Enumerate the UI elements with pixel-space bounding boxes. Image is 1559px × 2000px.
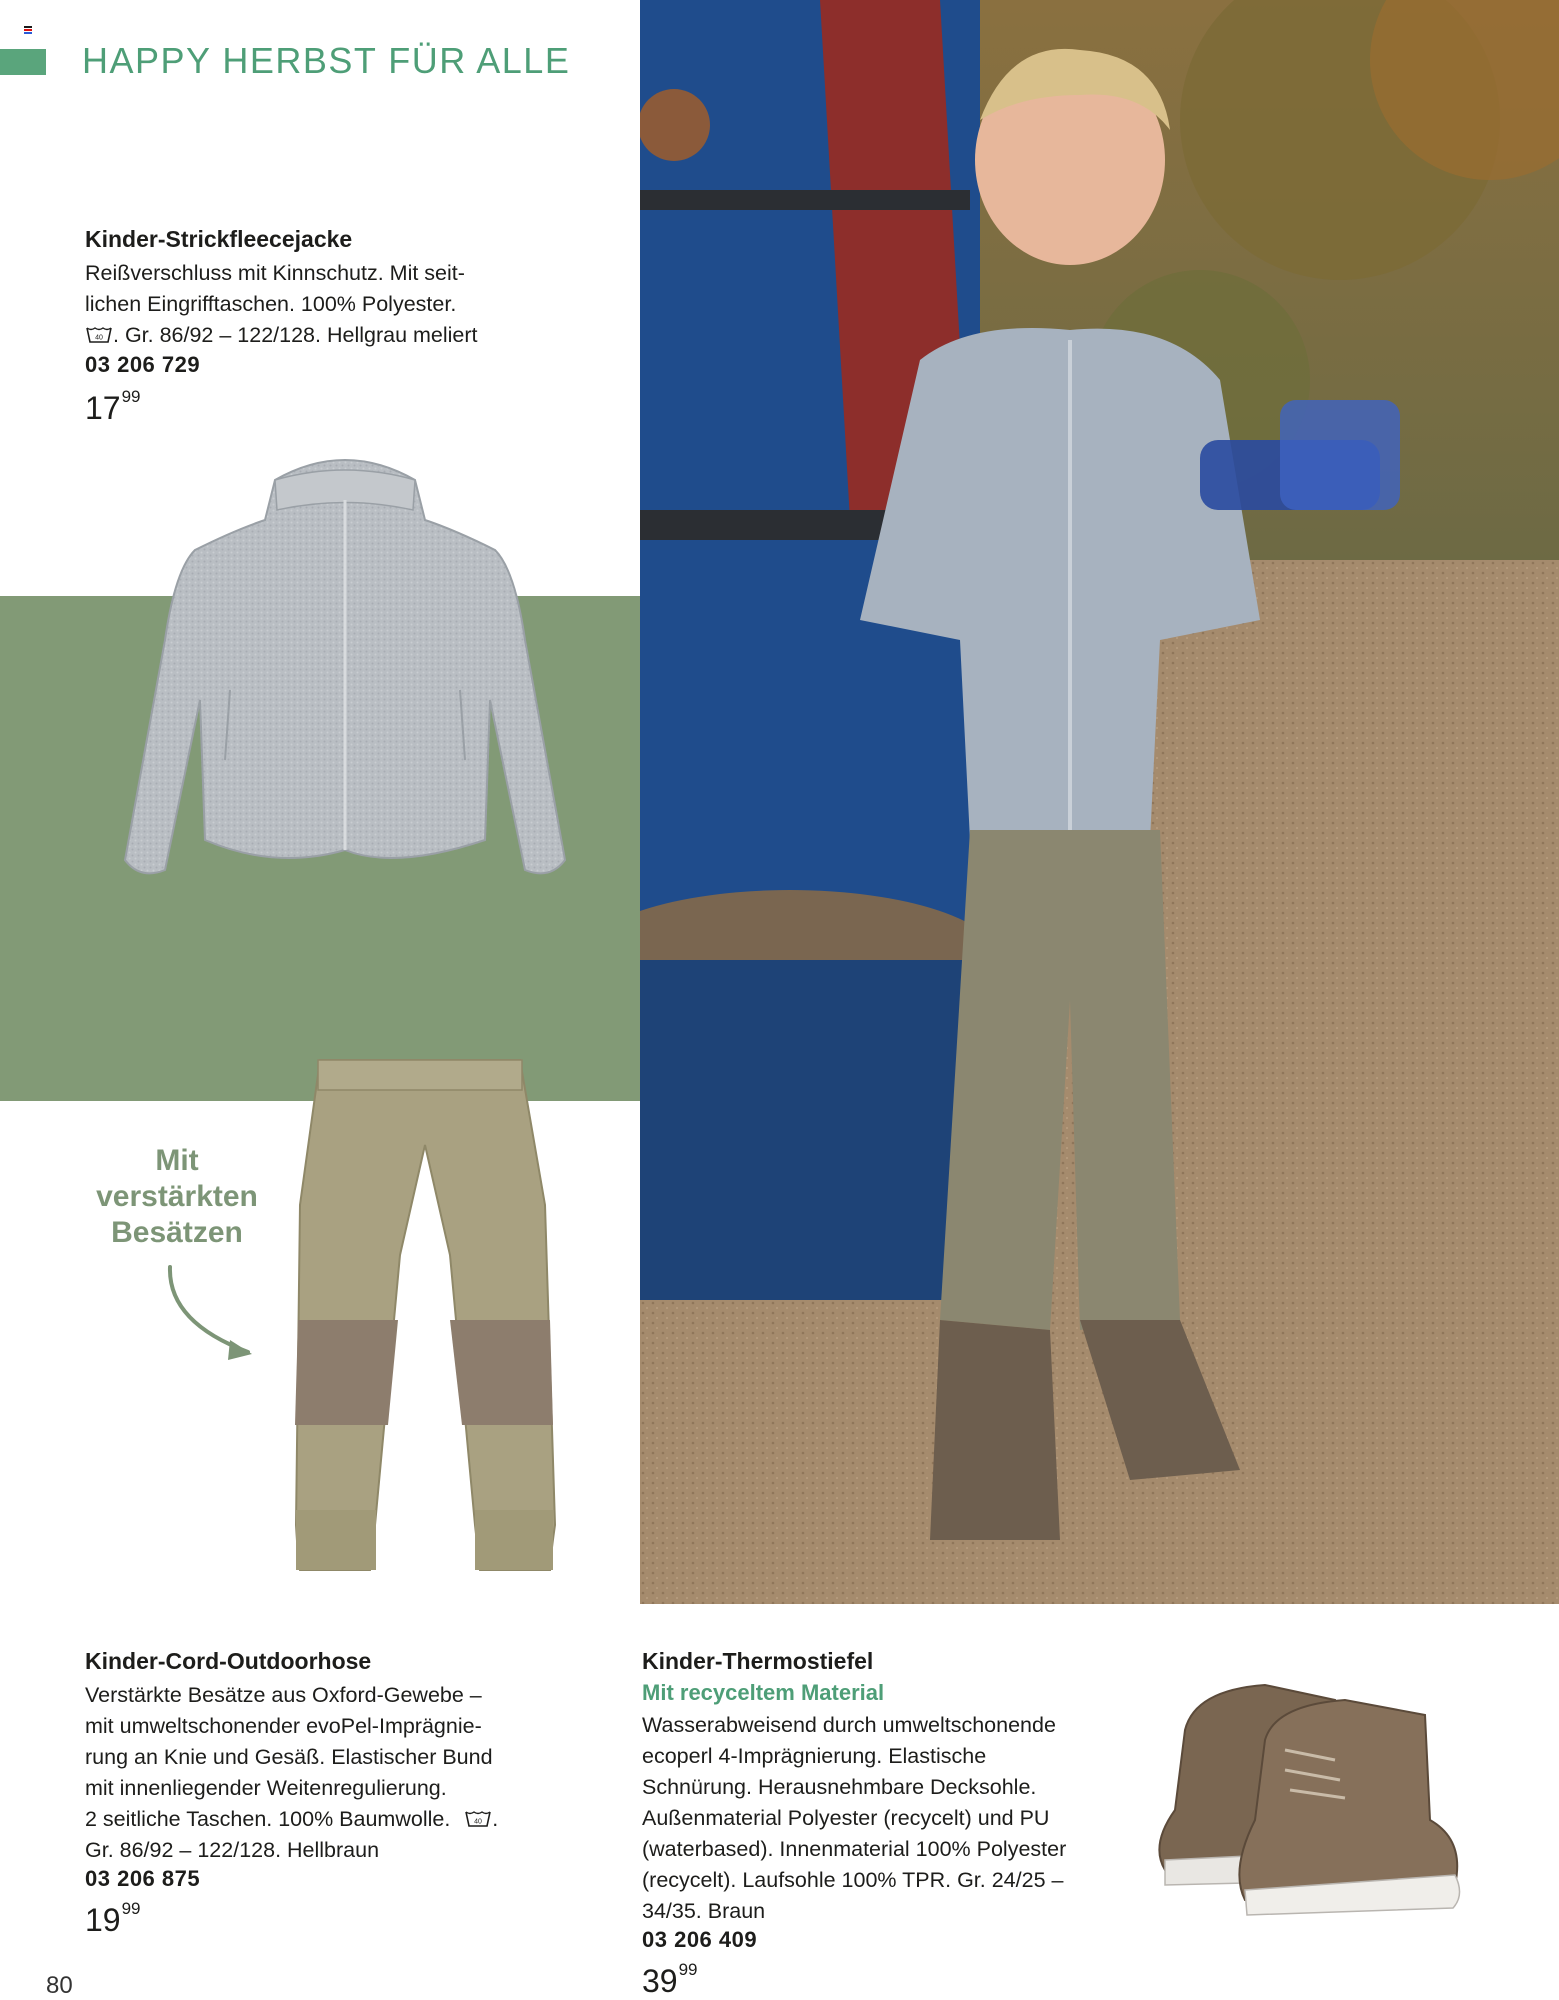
article-number: 03 206 729 xyxy=(85,352,201,377)
price: $17^{99}$ xyxy=(85,387,141,426)
feature-callout: Mit verstärkten Besätzen xyxy=(96,1144,258,1249)
article-number: 03 206 409 xyxy=(642,1927,758,1952)
sizes-line: . Gr. 86/92 – 122/128. Hellgrau meliert xyxy=(113,323,478,347)
lifestyle-photo xyxy=(640,0,1559,1604)
product-description xyxy=(85,258,478,351)
product-description: Verstärkte Besätze aus Oxford-Gewebe – mit umweltschonender evoPel-Imprägnie- rung an Knie und Gesäß. Elastischer Bund mit innenliegender Weitenregulierung. 2 seitliche Taschen. 100% Baumwolle. 40 . Gr. 86/92 – 122/128. Hellbraun xyxy=(85,1680,498,1866)
section-marker xyxy=(0,49,46,75)
wash-40-icon xyxy=(85,325,113,345)
product-description: Wasserabweisend durch umweltschonende ecoperl 4-Imprägnierung. Elastische Schnürung. Herausnehmbare Decksohle. Außenmaterial Polyester (recycelt) und PU (waterbased). Innenmaterial 100% Polyester (recycelt). Laufsohle 100% TPR. Gr. 24/25 – 34/35. Braun xyxy=(642,1713,1067,1923)
article-number: 03 206 875 xyxy=(85,1866,201,1891)
thermo-boots-image xyxy=(1135,1670,1475,1920)
product-subtitle: Mit recyceltem Material xyxy=(642,1680,885,1705)
product-title: Kinder-Strickfleecejacke xyxy=(85,226,353,252)
product-title: Kinder-Cord-Outdoorhose xyxy=(85,1648,372,1674)
child-playground-photo xyxy=(640,0,1559,1604)
svg-text:40: 40 xyxy=(474,1818,483,1826)
section-title: HAPPY HERBST FÜR ALLE xyxy=(82,40,571,81)
product-title: Kinder-Thermostiefel xyxy=(642,1648,874,1674)
price: $19^{99}$ xyxy=(85,1899,141,1938)
svg-text:40: 40 xyxy=(95,334,103,342)
fleece-jacket-image xyxy=(95,440,595,890)
wash-40-icon xyxy=(464,1809,492,1829)
description-line: Reißverschluss mit Kinnschutz. Mit seit- xyxy=(85,261,465,285)
sizes-line: Gr. 86/92 – 122/128. Hellbraun xyxy=(85,1838,380,1862)
price: $39^{99}$ xyxy=(642,1960,698,1999)
outdoor-pants-image xyxy=(280,1055,570,1575)
page-number: 80 xyxy=(46,1972,73,1999)
curved-arrow-icon xyxy=(160,1262,260,1362)
flag-icon xyxy=(24,26,32,33)
description-line: lichen Eingrifftaschen. 100% Polyester. xyxy=(85,292,457,316)
